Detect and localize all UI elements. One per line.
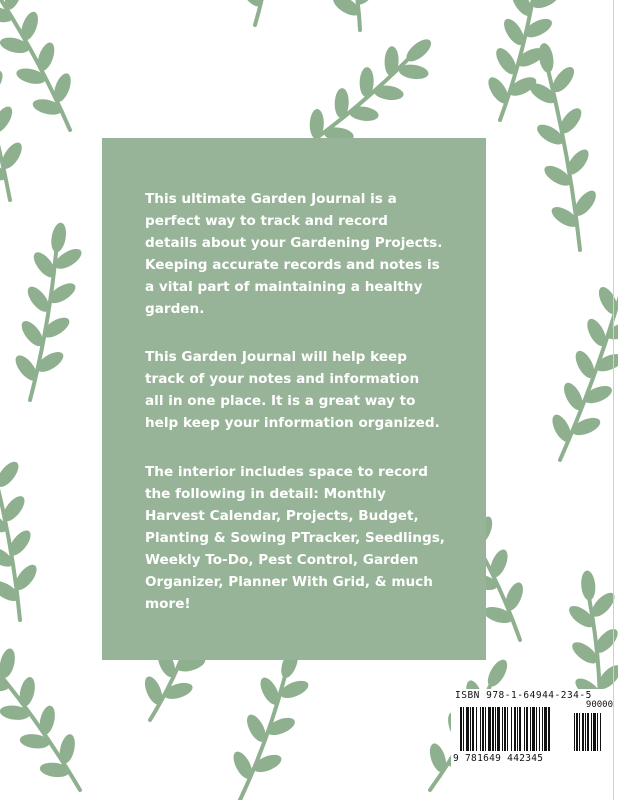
barcode-icon xyxy=(460,707,608,751)
page-edge-line xyxy=(613,0,614,800)
ean-digits: 9 781649 442345 xyxy=(453,753,544,764)
description-paragraph-1: This ultimate Garden Journal is a perfect way to track and record details about your Gardening Projects. Keeping accurate records and notes is a vital part of maintaining a healthy garden. xyxy=(145,191,443,317)
description-paragraph-3: The interior includes space to record the following in detail: Monthly Harvest Calendar, Projects, Budget, Planting & Sowing PTracker, Seedlings, Weekly To-Do, Pest Control, Garden Organizer, Planner With Grid, & much more! xyxy=(145,464,445,612)
barcode-addon-number: 90000 xyxy=(585,700,613,710)
description-paragraph-2: This Garden Journal will help keep track of your notes and information all in one place. It is a great way to help keep your information organized. xyxy=(145,349,440,431)
isbn-label: ISBN 978-1-64944-234-5 xyxy=(455,690,592,701)
